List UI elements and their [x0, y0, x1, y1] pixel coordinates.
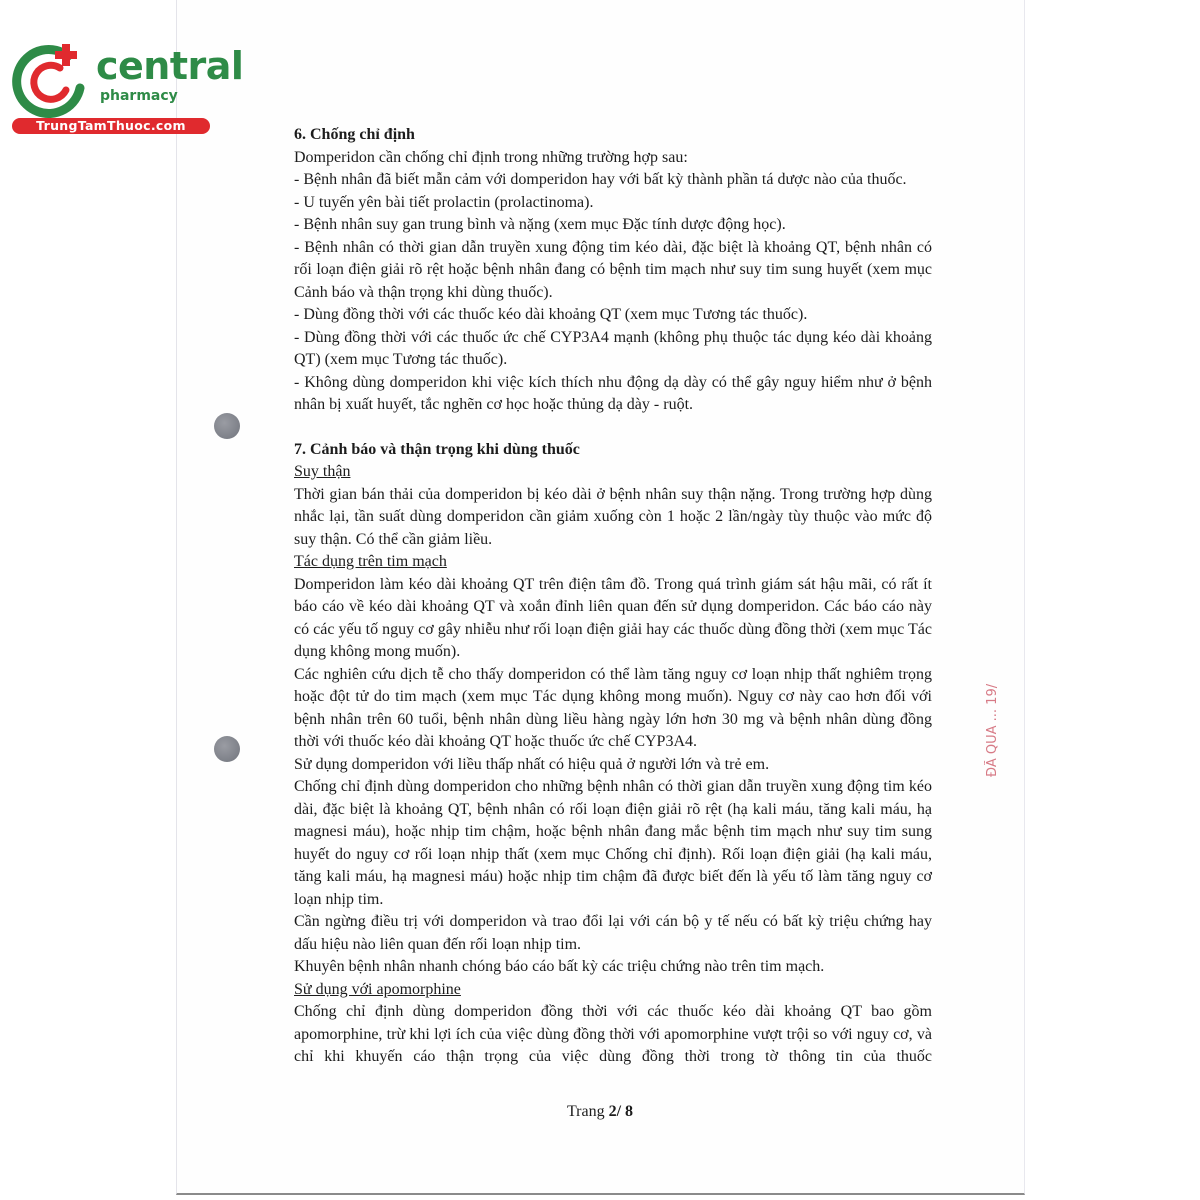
section-7-heading: 7. Cảnh báo và thận trọng khi dùng thuốc [294, 440, 580, 458]
subsection-cardio-title: Tác dụng trên tim mạch [294, 553, 447, 570]
paragraph: Chống chỉ định dùng domperidon cho những bệnh nhân có thời gian dẫn truyền xung động tim kéo dài, đặc biệt là khoảng QT, bệnh nhân có rối loạn điện giải rõ rệt (hạ kali máu, tăng kali máu, hạ magnesi máu), hoặc nhịp tim chậm, hoặc bệnh nhân đang mắc bệnh tim mạch như suy tim sung huyết do nguy cơ rối loạn nhịp thất (xem mục Chống chỉ định). Rối loạn điện giải (hạ kali máu, tăng kali máu, hạ magnesi máu) hoặc nhịp tim chậm đã được biết đến là yếu tố làm tăng nguy cơ loạn nhịp tim. [294, 778, 932, 908]
paragraph: Khuyên bệnh nhân nhanh chóng báo cáo bất kỳ các triệu chứng nào trên tim mạch. [294, 958, 825, 975]
contraindication-item: - Dùng đồng thời với các thuốc kéo dài khoảng QT (xem mục Tương tác thuốc). [294, 306, 808, 323]
section-spacer [294, 417, 932, 439]
contraindication-item: - Bệnh nhân đã biết mẫn cảm với domperidon hay với bất kỳ thành phần tá dược nào của thuốc. [294, 171, 907, 188]
subsection-apomorphine-title: Sử dụng với apomorphine [294, 980, 461, 998]
brand-subtitle: pharmacy [100, 88, 178, 104]
paragraph: Thời gian bán thải của domperidon bị kéo dài ở bệnh nhân suy thận nặng. Trong trường hợp dùng nhắc lại, tần suất dùng domperidon cần giảm xuống còn 1 hoặc 2 lần/ngày tùy thuộc vào mức độ suy thận. Có thể cần giảm liều. [294, 485, 932, 548]
punch-hole-bottom [214, 736, 240, 762]
subsection-renal-title: Suy thận [294, 463, 351, 480]
brand-name: central [96, 44, 244, 88]
paragraph: Các nghiên cứu dịch tễ cho thấy domperidon có thể làm tăng nguy cơ loạn nhịp thất nghiêm trọng hoặc đột tử do tim mạch (xem mục Tác dụng không mong muốn). Nguy cơ này cao hơn đối với bệnh nhân trên 60 tuổi, bệnh nhân dùng liều hàng ngày lớn hơn 30 mg và bệnh nhân dùng đồng thời với thuốc kéo dài khoảng QT hoặc thuốc ức chế CYP3A4. [294, 665, 932, 750]
current-page: 2 [608, 1103, 617, 1120]
paragraph: Cần ngừng điều trị với domperidon và trao đổi lại với cán bộ y tế nếu có bất kỳ triệu chứng hay dấu hiệu nào liên quan đến rối loạn nhịp tim. [294, 913, 932, 953]
red-stamp-mark: ĐÃ QUA ... 19/ [985, 683, 1000, 777]
brand-logo[interactable] [10, 36, 244, 136]
punch-hole-top [214, 413, 240, 439]
paragraph: Sử dụng domperidon với liều thấp nhất có hiệu quả ở người lớn và trẻ em. [294, 755, 770, 773]
total-pages: 8 [625, 1103, 634, 1120]
contraindication-item: - Bệnh nhân có thời gian dẫn truyền xung động tim kéo dài, đặc biệt là khoảng QT, bệnh nhân có rối loạn điện giải rõ rệt hoặc bệnh nhân đang có bệnh tim mạch như suy tim sung huyết (xem mục Cảnh báo và thận trọng khi dùng thuốc). [294, 238, 932, 301]
section-6-intro: Domperidon cần chống chỉ định trong những trường hợp sau: [294, 148, 688, 166]
document-body [294, 124, 932, 1069]
paragraph: Chống chỉ định dùng domperidon đồng thời với các thuốc kéo dài khoảng QT bao gồm apomorphine, trừ khi lợi ích của việc dùng đồng thời với apomorphine vượt trội so với nguy cơ, và chỉ khi khuyến cáo thận trọng của việc dùng đồng thời trong tờ thông tin của thuốc [294, 1003, 932, 1065]
contraindication-item: - U tuyến yên bài tiết prolactin (prolactinoma). [294, 193, 594, 211]
page-number: Trang 2/ 8 [566, 1103, 634, 1120]
contraindication-item: - Bệnh nhân suy gan trung bình và nặng (xem mục Đặc tính dược động học). [294, 216, 786, 233]
central-pharmacy-logo-icon [10, 38, 92, 118]
contraindication-item: - Dùng đồng thời với các thuốc ức chế CYP3A4 mạnh (không phụ thuộc tác dụng kéo dài khoảng QT) (xem mục Tương tác thuốc). [294, 328, 932, 368]
section-6-heading: 6. Chống chỉ định [294, 126, 415, 143]
contraindication-item: - Không dùng domperidon khi việc kích thích nhu động dạ dày có thể gây nguy hiểm như ở bệnh nhân bị xuất huyết, tắc nghẽn cơ học hoặc thủng dạ dày - ruột. [294, 373, 932, 413]
paragraph: Domperidon làm kéo dài khoảng QT trên điện tâm đồ. Trong quá trình giám sát hậu mãi, có rất ít báo cáo về kéo dài khoảng QT và xoắn đỉnh liên quan đến sử dụng domperidon. Các báo cáo này có các yếu tố nguy cơ gây nhiễu như rối loạn điện giải hay các thuốc dùng đồng thời (xem mục Tác dụng không mong muốn). [294, 575, 932, 660]
brand-website-link[interactable]: TrungTamThuoc.com [12, 118, 210, 134]
